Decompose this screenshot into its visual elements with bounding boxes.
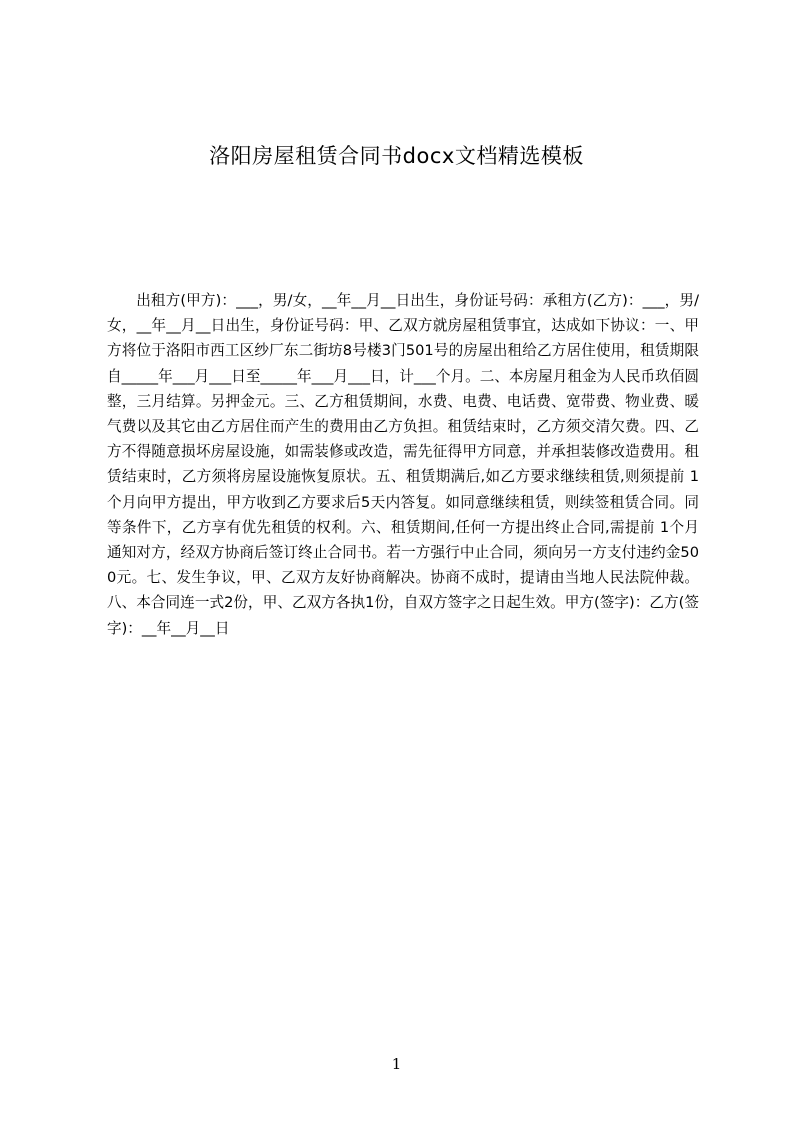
contract-body: 出租方(甲方)：___，男/女，__年__月__日出生，身份证号码：承租方(乙方)：___，男/女，__年__月__日出生，身份证号码：甲、乙双方就房屋租赁事宜，达成如下协议：一、甲方将位于洛阳市西工区纱厂东二街坊8号楼3门501号的房屋出租给乙方居住使用，租赁期限自_____年___月___日至_____年___月___日，计___个月。二、本房屋月租金为人民币玖佰圆整，三月结算。另押金元。三、乙方租赁期间，水费、电费、电话费、宽带费、物业费、暖气费以及其它由乙方居住而产生的费用由乙方负担。租赁结束时，乙方须交清欠费。四、乙方不得随意损坏房屋设施，如需装修或改造，需先征得甲方同意，并承担装修改造费用。租赁结束时，乙方须将房屋设施恢复原状。五、租赁期满后,如乙方要求继续租赁,则须提前 1个月向甲方提出，甲方收到乙方要求后5天内答复。如同意继续租赁，则续签租赁合同。同等条件下，乙方享有优先租赁的权利。六、租赁期间,任何一方提出终止合同,需提前 1个月通知对方，经双方协商后签订终止合同书。若一方强行中止合同，须向另一方支付违约金500元。七、发生争议，甲、乙双方友好协商解决。协商不成时，提请由当地人民法院仲裁。八、本合同连一式2份，甲、乙双方各执1份，自双方签字之日起生效。甲方(签字)：乙方(签字)：__年__月__日 [107, 292, 699, 637]
document-title: 洛阳房屋租赁合同书docx文档精选模板 [209, 144, 584, 168]
page-number: 1 [391, 1055, 402, 1073]
